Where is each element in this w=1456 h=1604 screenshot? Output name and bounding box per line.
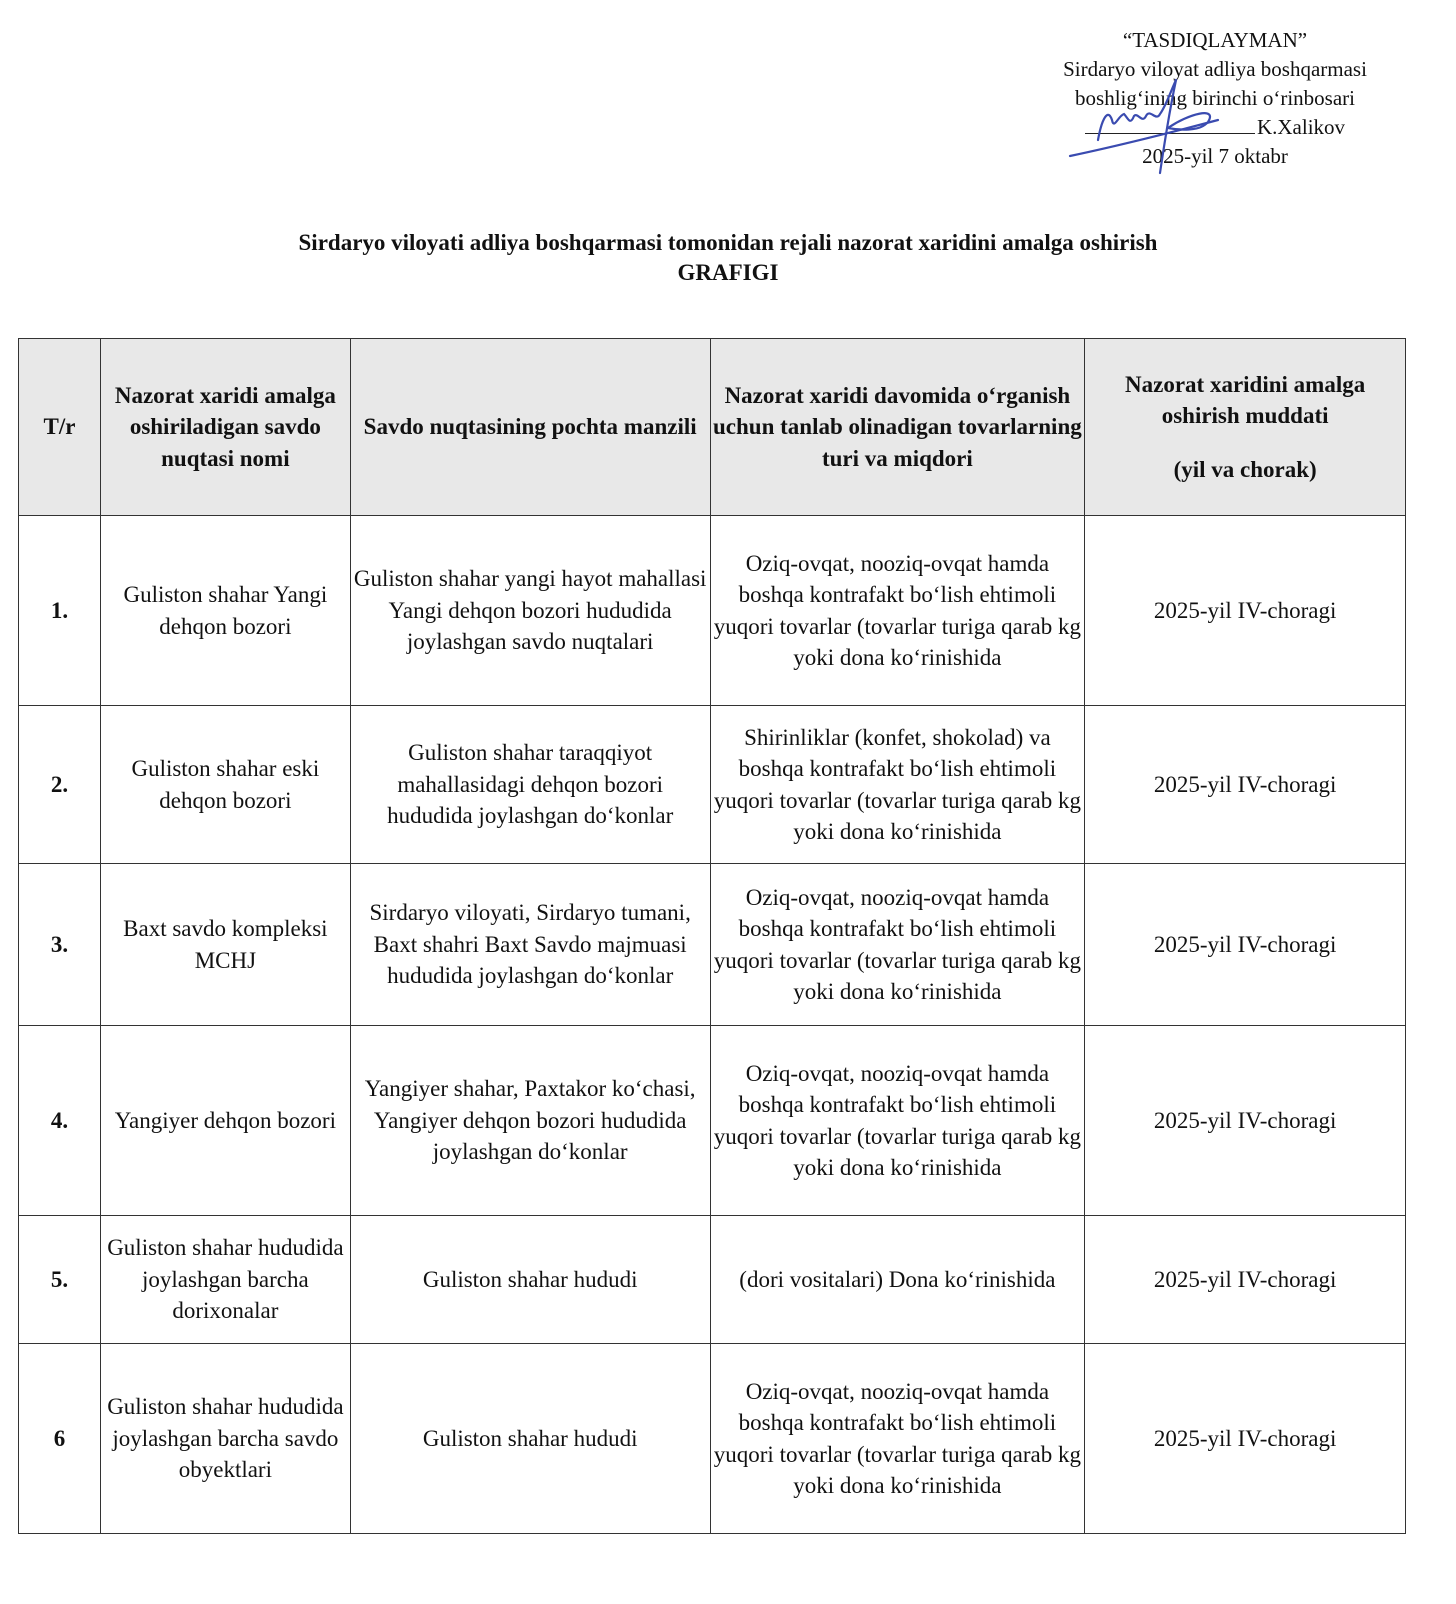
row-number: 5. bbox=[19, 1216, 101, 1344]
row-name: Baxt savdo kompleksi MCHJ bbox=[100, 864, 350, 1026]
row-period: 2025-yil IV-choragi bbox=[1085, 516, 1406, 706]
row-number: 1. bbox=[19, 516, 101, 706]
row-address: Sirdaryo viloyati, Sirdaryo tumani, Baxt shahri Baxt Savdo majmuasi hududida joylashgan do‘konlar bbox=[350, 864, 710, 1026]
row-name: Yangiyer dehqon bozori bbox=[100, 1026, 350, 1216]
table-row bbox=[19, 1344, 1406, 1534]
table-row bbox=[19, 1216, 1406, 1344]
approval-line1: Sirdaryo viloyat adliya boshqarmasi bbox=[1063, 57, 1367, 81]
row-period: 2025-yil IV-choragi bbox=[1085, 1026, 1406, 1216]
row-goods: Oziq-ovqat, nooziq-ovqat hamda boshqa kontrafakt bo‘lish ehtimoli yuqori tovarlar (tovarlar turiga qarab kg yoki dona ko‘rinishida bbox=[710, 516, 1085, 706]
title-line2: GRAFIGI bbox=[677, 260, 779, 285]
row-address: Guliston shahar hududi bbox=[350, 1216, 710, 1344]
row-goods: (dori vositalari) Dona ko‘rinishida bbox=[710, 1216, 1085, 1344]
table-row bbox=[19, 516, 1406, 706]
row-number: 6 bbox=[19, 1344, 101, 1534]
row-goods: Oziq-ovqat, nooziq-ovqat hamda boshqa kontrafakt bo‘lish ehtimoli yuqori tovarlar (tovarlar turiga qarab kg yoki dona ko‘rinishida bbox=[710, 1026, 1085, 1216]
schedule-table bbox=[18, 338, 1406, 1534]
row-number: 4. bbox=[19, 1026, 101, 1216]
row-name: Guliston shahar Yangi dehqon bozori bbox=[100, 516, 350, 706]
header-name: Nazorat xaridi amalga oshiriladigan savdo nuqtasi nomi bbox=[100, 339, 350, 516]
signature-icon bbox=[1068, 78, 1248, 188]
header-period-sub: (yil va chorak) bbox=[1173, 456, 1317, 482]
row-number: 3. bbox=[19, 864, 101, 1026]
row-goods: Oziq-ovqat, nooziq-ovqat hamda boshqa kontrafakt bo‘lish ehtimoli yuqori tovarlar (tovarlar turiga qarab kg yoki dona ko‘rinishida bbox=[710, 1344, 1085, 1534]
header-period bbox=[1085, 339, 1406, 516]
row-address: Yangiyer shahar, Paxtakor ko‘chasi, Yangiyer dehqon bozori hududida joylashgan do‘konlar bbox=[350, 1026, 710, 1216]
row-name: Guliston shahar hududida joylashgan barcha savdo obyektlari bbox=[100, 1344, 350, 1534]
header-address: Savdo nuqtasining pochta manzili bbox=[350, 339, 710, 516]
approval-signer: K.Xalikov bbox=[1256, 115, 1346, 139]
row-goods: Shirinliklar (konfet, shokolad) va boshqa kontrafakt bo‘lish ehtimoli yuqori tovarlar (tovarlar turiga qarab kg yoki dona ko‘rinishida bbox=[710, 706, 1085, 864]
header-number: T/r bbox=[19, 339, 101, 516]
row-number: 2. bbox=[19, 706, 101, 864]
header-goods: Nazorat xaridi davomida o‘rganish uchun tanlab olinadigan tovarlarning turi va miqdori bbox=[710, 339, 1085, 516]
table-row bbox=[19, 706, 1406, 864]
row-period: 2025-yil IV-choragi bbox=[1085, 864, 1406, 1026]
title-line1: Sirdaryo viloyati adliya boshqarmasi tomonidan rejali nazorat xaridini amalga oshirish bbox=[298, 230, 1158, 255]
table-row bbox=[19, 864, 1406, 1026]
row-period: 2025-yil IV-choragi bbox=[1085, 706, 1406, 864]
table-row bbox=[19, 1026, 1406, 1216]
row-name: Guliston shahar hududida joylashgan barcha dorixonalar bbox=[100, 1216, 350, 1344]
approval-date: 2025-yil 7 oktabr bbox=[1142, 144, 1288, 168]
row-address: Guliston shahar yangi hayot mahallasi Yangi dehqon bozori hududida joylashgan savdo nuqtalari bbox=[350, 516, 710, 706]
row-goods: Oziq-ovqat, nooziq-ovqat hamda boshqa kontrafakt bo‘lish ehtimoli yuqori tovarlar (tovarlar turiga qarab kg yoki dona ko‘rinishida bbox=[710, 864, 1085, 1026]
row-address: Guliston shahar hududi bbox=[350, 1344, 710, 1534]
row-address: Guliston shahar taraqqiyot mahallasidagi dehqon bozori hududida joylashgan do‘konlar bbox=[350, 706, 710, 864]
header-period-label: Nazorat xaridini amalga oshirish muddati bbox=[1125, 371, 1366, 429]
document-title bbox=[0, 228, 1456, 288]
row-name: Guliston shahar eski dehqon bozori bbox=[100, 706, 350, 864]
row-period: 2025-yil IV-choragi bbox=[1085, 1216, 1406, 1344]
approval-heading: “TASDIQLAYMAN” bbox=[1122, 28, 1308, 52]
approval-line2: boshlig‘ining birinchi o‘rinbosari bbox=[1075, 86, 1355, 110]
table-header-row bbox=[19, 339, 1406, 516]
row-period: 2025-yil IV-choragi bbox=[1085, 1344, 1406, 1534]
